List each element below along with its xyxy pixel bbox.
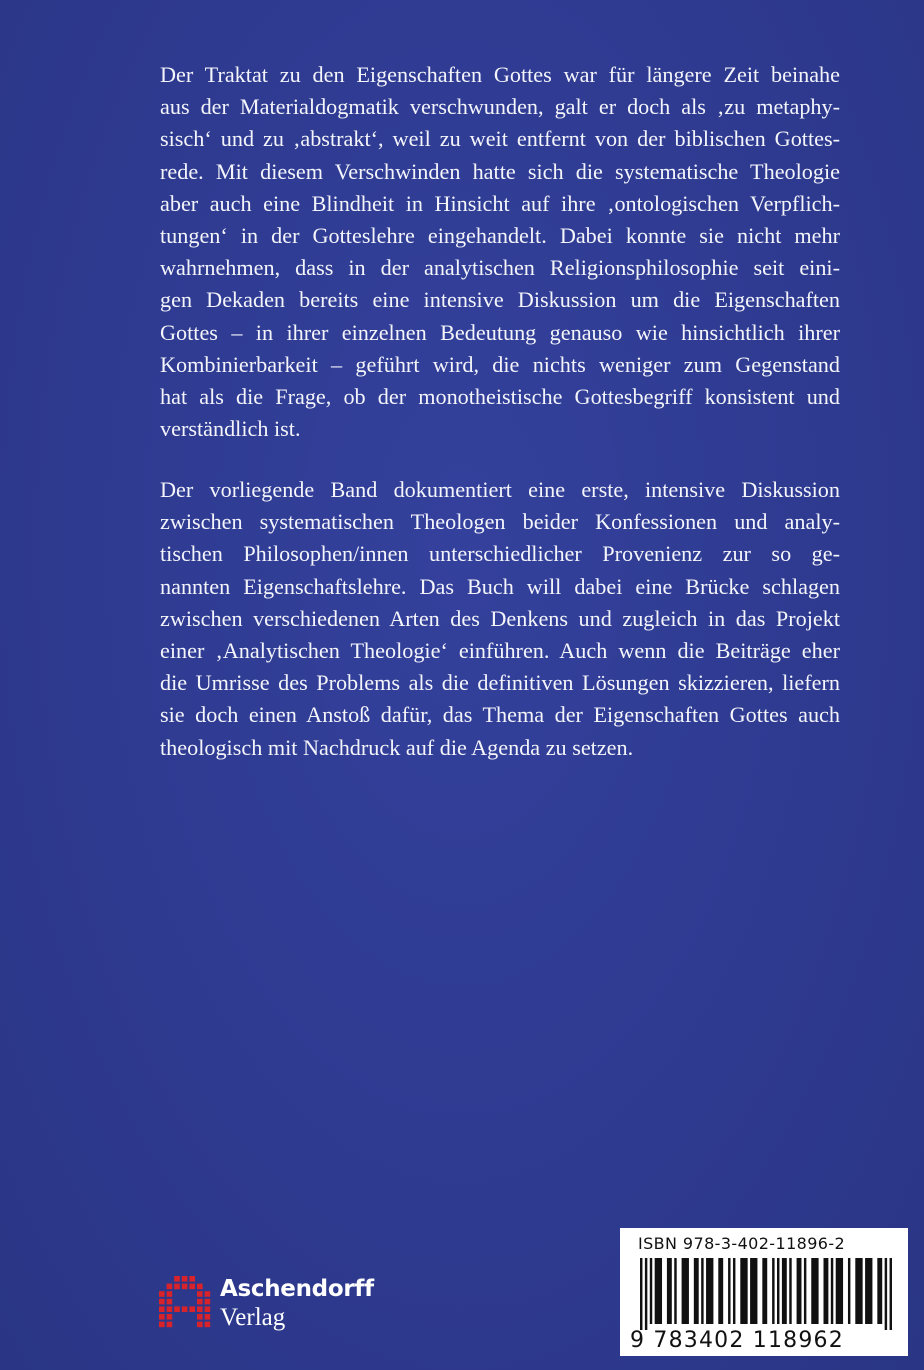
logo-square [197,1284,203,1290]
blurb-line: gen Dekaden bereits eine intensive Diskussion um die Eigenschaften [160,287,840,313]
barcode-bar [728,1258,730,1324]
barcode-bar [682,1258,689,1324]
barcode-bar [797,1258,802,1324]
barcode-bar [890,1258,892,1330]
blurb-line: Der Traktat zu den Eigenschaften Gottes war für längere Zeit beinahe [160,62,840,87]
logo-square [174,1276,180,1282]
barcode-bar [740,1258,747,1324]
logo-square [159,1322,165,1328]
logo-square [174,1284,180,1290]
barcode-bar [789,1258,791,1324]
publisher-subline: Verlag [220,1304,286,1331]
barcode-bar [885,1258,887,1330]
logo-square [167,1322,173,1328]
barcode-bar [811,1258,818,1324]
blurb-line: hat als die Frage, ob der monotheistische Gottesbegriff konsistent und [160,384,840,410]
blurb-line: die Umrisse des Problems als die definitiven Lösungen skizzieren, liefern [160,670,840,696]
barcode-bar [831,1258,833,1324]
logo-square [167,1284,173,1290]
blurb-line: aber auch eine Blindheit in Hinsicht auf ihre ‚ontologischen Verpflich- [160,190,840,216]
blurb-line: sie doch einen Anstoß dafür, das Thema der Eigenschaften Gottes auch [160,702,840,728]
logo-square [174,1306,180,1312]
barcode-bar [718,1258,723,1324]
blurb-line: einer ‚Analytischen Theologie‘ einführen. Auch wenn die Beiträge eher [160,638,840,664]
blurb-paragraph-2 [160,474,840,764]
logo-square [182,1276,188,1282]
publisher-logo [158,1270,398,1340]
barcode-bar [836,1258,843,1324]
aschendorff-logo-icon [158,1274,214,1332]
blurb-line: rede. Mit diesem Verschwinden hatte sich die systematische Theologie [160,158,840,184]
logo-square [159,1299,165,1305]
blurb-line: verständlich ist. [160,416,301,442]
blurb-line: aus der Materialdogmatik verschwunden, galt er doch als ‚zu metaphy- [160,94,840,120]
blurb-line: zwischen verschiedenen Arten des Denkens und zugleich in das Projekt [160,605,840,631]
blurb-line: tischen Philosophen/innen unterschiedlicher Provenienz zur so ge- [160,541,840,567]
barcode-bar [701,1258,703,1324]
logo-square [167,1299,173,1305]
logo-square [167,1306,173,1312]
logo-square [167,1291,173,1297]
logo-square [189,1306,195,1312]
barcode-bars [638,1258,894,1330]
barcode-bar [750,1258,757,1324]
logo-square [182,1306,188,1312]
logo-square [205,1306,211,1312]
logo-square [197,1314,203,1320]
logo-square [167,1314,173,1320]
barcode-bar [640,1258,642,1330]
blurb-line: nannten Eigenschaftslehre. Das Buch will dabei eine Brücke schlagen [160,573,840,599]
logo-square [159,1314,165,1320]
logo-square [182,1284,188,1290]
publisher-name: Aschendorff [220,1276,374,1302]
barcode-bar [855,1258,862,1324]
logo-square [205,1299,211,1305]
barcode-bar [824,1258,829,1324]
barcode-bar [655,1258,662,1324]
isbn-label: ISBN 978-3-402-11896-2 [638,1234,846,1253]
barcode-bar [877,1258,882,1324]
barcode-digits: 9 783402 118962 [630,1328,844,1353]
logo-square [197,1322,203,1328]
blurb-paragraph-1 [160,59,840,445]
logo-square [205,1291,211,1297]
blurb-line: tungen‘ in der Gotteslehre eingehandelt. Dabei konnte sie nicht mehr [160,223,840,249]
barcode-bar [848,1258,850,1324]
blurb-line: Kombinierbarkeit – geführt wird, die nichts weniger zum Gegenstand [160,351,840,377]
barcode-bar [674,1258,676,1324]
barcode-bar [650,1258,652,1324]
blurb-line: theologisch mit Nachdruck auf die Agenda zu setzen. [160,734,634,760]
logo-square [197,1291,203,1297]
logo-square [205,1314,211,1320]
barcode-bar [772,1258,774,1324]
blurb-line: sisch‘ und zu ‚abstrakt‘, weil zu weit entfernt von der biblischen Gottes- [160,126,840,152]
blurb-line: Der vorliegende Band dokumentiert eine erste, intensive Diskussion [160,477,840,502]
logo-square [197,1306,203,1312]
blurb-line: wahrnehmen, dass in der analytischen Religionsphilosophie seit eini- [160,255,840,281]
blurb-line: Gottes – in ihrer einzelnen Bedeutung genauso wie hinsichtlich ihrer [160,319,840,345]
barcode-bar [804,1258,806,1324]
barcode-bar [694,1258,699,1324]
logo-square [189,1276,195,1282]
blurb-line: zwischen systematischen Theologen beider Konfessionen und analy- [160,509,840,535]
logo-square [205,1322,211,1328]
barcode-bar [645,1258,647,1330]
barcode-bar [667,1258,672,1324]
logo-square [159,1291,165,1297]
barcode-bar [706,1258,713,1324]
logo-square [197,1299,203,1305]
barcode-bar [733,1258,735,1324]
barcode-bar [865,1258,872,1324]
barcode-bar [762,1258,767,1324]
logo-square [189,1284,195,1290]
barcode-bar [782,1258,787,1324]
isbn-barcode [620,1228,908,1356]
logo-square [159,1306,165,1312]
barcode-bar [777,1258,779,1324]
